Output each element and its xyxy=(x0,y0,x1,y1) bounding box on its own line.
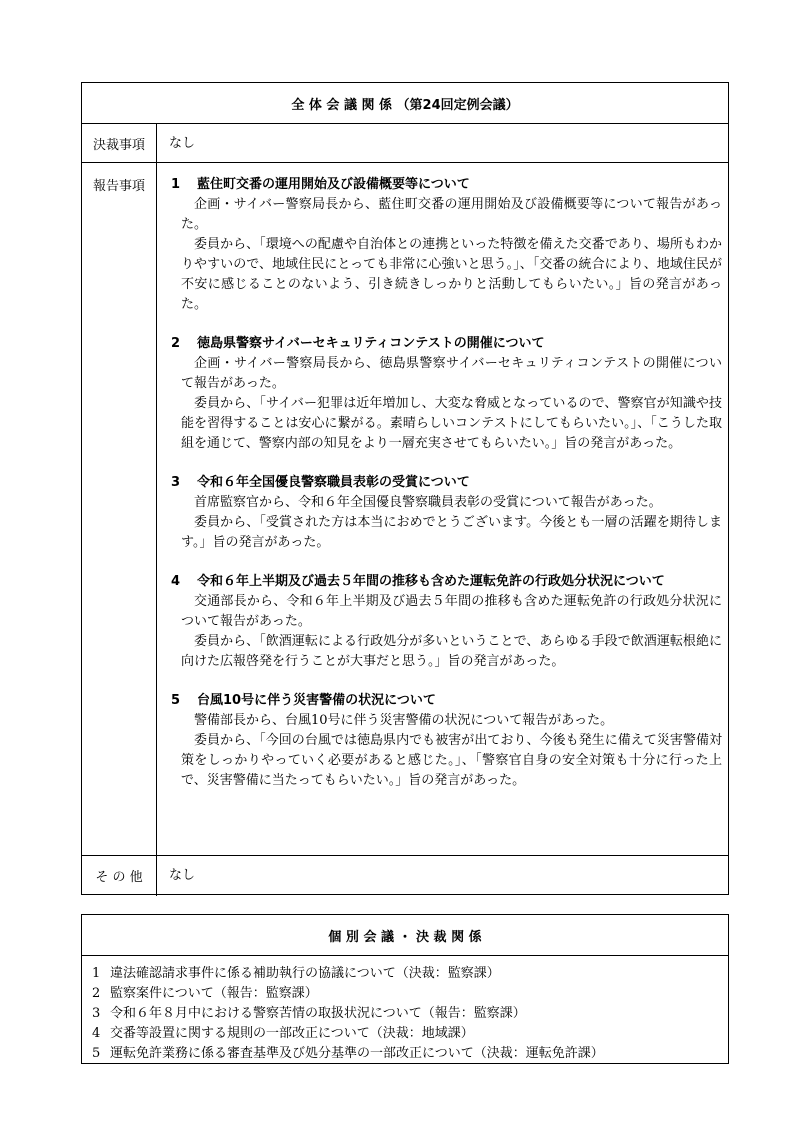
list-item-number: 5 xyxy=(92,1046,101,1061)
other-row xyxy=(82,856,728,896)
report-items-label: 報告事項 xyxy=(82,163,157,855)
list-item-number: 2 xyxy=(92,986,101,1001)
report-item xyxy=(169,334,722,454)
report-item xyxy=(169,175,722,315)
list-item xyxy=(92,964,718,984)
report-item-paragraph: 交通部長から、令和６年上半期及び過去５年間の推移も含めた運転免許の行政処分状況について報告があった。 xyxy=(181,594,722,629)
other-value: なし xyxy=(169,868,196,883)
individual-meeting-table xyxy=(81,914,729,1064)
report-item-title: 令和６年上半期及び過去５年間の推移も含めた運転免許の行政処分状況について xyxy=(197,574,665,589)
plenary-title: 全 体 会 議 関 係 （第24回定例会議） xyxy=(82,83,728,124)
list-item-text: 監察案件について（報告：監察課） xyxy=(110,986,318,1001)
report-item-title: 藍住町交番の運用開始及び設備概要等について xyxy=(197,177,470,192)
plenary-meeting-table xyxy=(81,82,729,895)
list-item xyxy=(92,1004,718,1024)
report-item-paragraph: 警備部長から、台風10号に伴う災害警備の状況について報告があった。 xyxy=(194,713,614,728)
report-item-number: 4 xyxy=(171,574,181,589)
report-item-paragraph: 委員から、「受賞された方は本当におめでとうございます。今後とも一層の活躍を期待します。」旨の発言があった。 xyxy=(181,515,722,550)
report-item-title: 令和６年全国優良警察職員表彰の受賞について xyxy=(197,475,470,490)
report-item xyxy=(169,691,722,791)
report-item-heading xyxy=(169,175,722,195)
report-item-heading xyxy=(169,572,722,592)
report-item-paragraph: 委員から、「飲酒運転による行政処分が多いということで、あらゆる手段で飲酒運転根絶に向けた広報啓発を行うことが大事だと思う。」旨の発言があった。 xyxy=(181,634,722,669)
report-item-paragraph: 企画・サイバー警察局長から、藍住町交番の運用開始及び設備概要等について報告があった。 xyxy=(181,197,722,232)
report-item-paragraph: 首席監察官から、令和６年全国優良警察職員表彰の受賞について報告があった。 xyxy=(194,495,662,510)
list-item xyxy=(92,1024,718,1044)
report-item-paragraph: 委員から、「今回の台風では徳島県内でも被害が出ており、今後も発生に備えて災害警備対策をしっかりやっていく必要があると感じた。」、「警察官自身の安全対策も十分に行った上で、災害警備に当たってもらいたい。」旨の発言があった。 xyxy=(181,733,722,788)
list-item-number: 4 xyxy=(92,1026,101,1041)
list-item-number: 1 xyxy=(92,966,101,981)
report-item-title: 台風10号に伴う災害警備の状況について xyxy=(197,693,436,708)
list-item-text: 違法確認請求事件に係る補助執行の協議について（決裁：監察課） xyxy=(110,966,500,981)
report-items-content xyxy=(157,163,728,855)
report-item-paragraph: 委員から、「環境への配慮や自治体との連携といった特徴を備えた交番であり、場所もわかりやすいので、地域住民にとっても非常に心強いと思う。」、「交番の統合により、地域住民が不安に感じることのないよう、引き続きしっかりと活動してもらいたい。」旨の発言があった。 xyxy=(181,237,722,312)
report-item-title: 徳島県警察サイバーセキュリティコンテストの開催について xyxy=(197,336,545,351)
decision-items-row xyxy=(82,124,728,163)
report-item-number: 5 xyxy=(171,693,181,708)
other-label: そ の 他 xyxy=(82,856,157,896)
list-item-text: 交番等設置に関する規則の一部改正について（決裁：地域課） xyxy=(110,1026,474,1041)
report-item-number: 1 xyxy=(171,177,181,192)
report-item-paragraph: 企画・サイバー警察局長から、徳島県警察サイバーセキュリティコンテストの開催について報告があった。 xyxy=(181,356,722,391)
report-item-heading xyxy=(169,334,722,354)
report-item-number: 3 xyxy=(171,475,181,490)
list-item-text: 運転免許業務に係る審査基準及び処分基準の一部改正について（決裁：運転免許課） xyxy=(110,1046,604,1061)
report-item xyxy=(169,572,722,672)
report-items-row xyxy=(82,163,728,856)
report-item xyxy=(169,473,722,553)
list-item xyxy=(92,1044,718,1064)
report-item-heading xyxy=(169,691,722,711)
list-item xyxy=(92,984,718,1004)
individual-list xyxy=(82,956,728,1072)
list-item-text: 令和６年８月中における警察苦情の取扱状況について（報告：監察課） xyxy=(110,1006,526,1021)
report-item-paragraph: 委員から、「サイバー犯罪は近年増加し、大変な脅威となっているので、警察官が知識や技能を習得することは安心に繋がる。素晴らしいコンテストにしてもらいたい。」、「こうした取組を通じて、警察内部の知見をより一層充実させてもらいたい。」旨の発言があった。 xyxy=(181,396,722,451)
list-item-number: 3 xyxy=(92,1006,101,1021)
report-item-heading xyxy=(169,473,722,493)
individual-title: 個 別 会 議 ・ 決 裁 関 係 xyxy=(82,915,728,956)
decision-items-label: 決裁事項 xyxy=(82,124,157,162)
decision-items-value: なし xyxy=(169,136,196,151)
report-item-number: 2 xyxy=(171,336,181,351)
